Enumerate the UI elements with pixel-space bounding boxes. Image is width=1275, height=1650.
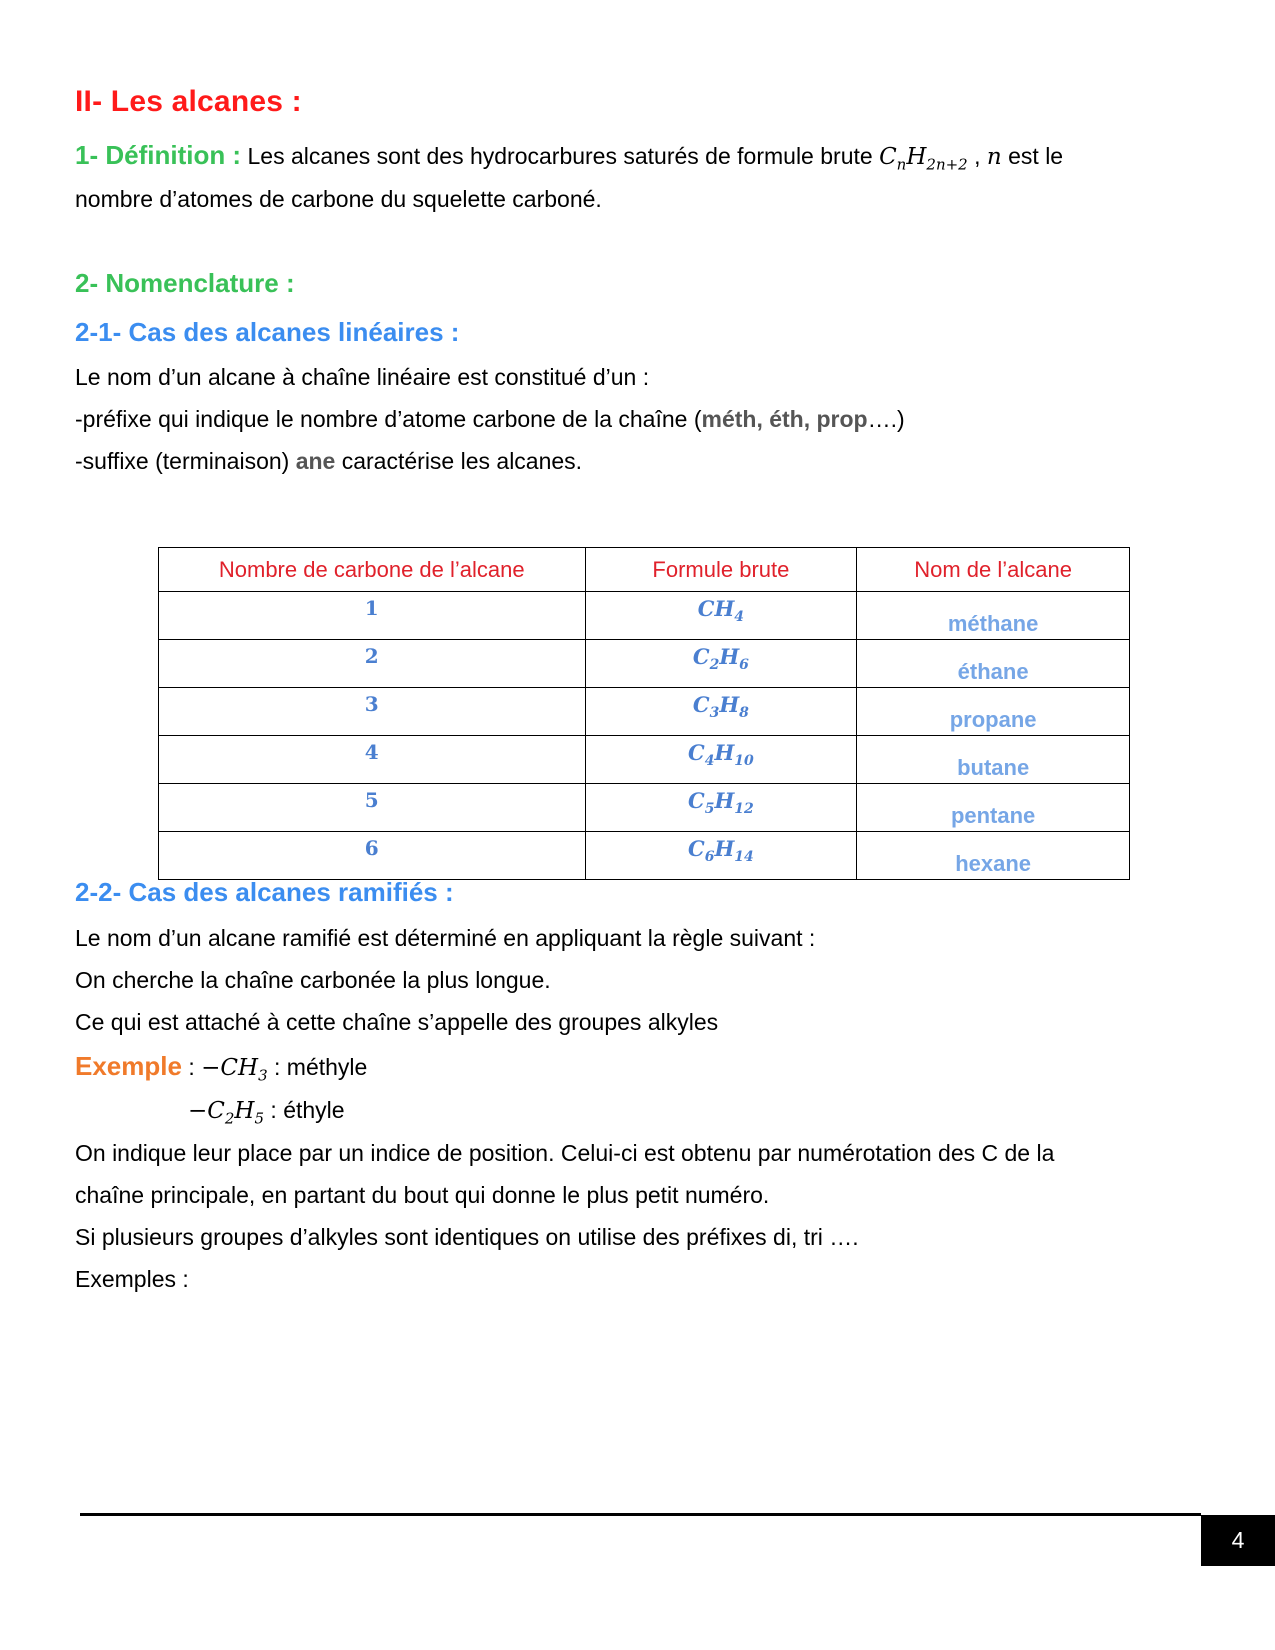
- methyl-formula: $-CH_3$: [201, 1055, 268, 1085]
- carbon-count: 6: [159, 832, 586, 880]
- header-name: Nom de l’alcane: [857, 548, 1130, 592]
- definition-line-1: [75, 140, 1063, 174]
- alkane-name: propane: [857, 688, 1130, 736]
- definition-comma: ,: [974, 143, 981, 169]
- alkane-name: butane: [857, 736, 1130, 784]
- branched-line-1: Le nom d’un alcane ramifié est déterminé en appliquant la règle suivant :: [75, 925, 816, 951]
- footer-divider: [80, 1513, 1201, 1516]
- alkanes-table: [158, 547, 1130, 880]
- suffix-ane: ane: [295, 448, 336, 474]
- section-title: II- Les alcanes :: [75, 85, 302, 118]
- definition-variable-n: n: [986, 144, 1002, 170]
- alkane-name: hexane: [857, 832, 1130, 880]
- alkane-name: pentane: [857, 784, 1130, 832]
- definition-text-3: est le: [1008, 143, 1064, 169]
- formula: $C_5H_{12}$: [585, 784, 857, 832]
- ethyl-formula: $-C_2H_5$: [188, 1098, 265, 1128]
- branched-line-3: Ce qui est attaché à cette chaîne s’appelle des groupes alkyles: [75, 1009, 719, 1035]
- nomenclature-heading: 2- Nomenclature :: [75, 268, 295, 298]
- formula: $CH_4$: [585, 592, 857, 640]
- branched-line-7: Exemples :: [75, 1266, 189, 1292]
- definition-formula: $C_nH_{2n+2}$: [879, 144, 968, 174]
- carbon-count: 1: [159, 592, 586, 640]
- formula: $C_2H_6$: [585, 640, 857, 688]
- carbon-count: 4: [159, 736, 586, 784]
- carbon-count: 2: [159, 640, 586, 688]
- table-row: [159, 640, 1130, 688]
- branched-line-5: chaîne principale, en partant du bout qui donne le plus petit numéro.: [75, 1182, 770, 1208]
- linear-line-3: -suffixe (terminaison) ane caractérise les alcanes.: [75, 448, 583, 474]
- formula: $C_3H_8$: [585, 688, 857, 736]
- formula: $C_6H_{14}$: [585, 832, 857, 880]
- table-row: [159, 784, 1130, 832]
- table-header-row: [159, 548, 1130, 592]
- page-number: 4: [1201, 1515, 1275, 1566]
- branched-line-2: On cherche la chaîne carbonée la plus longue.: [75, 967, 551, 993]
- branched-line-6: Si plusieurs groupes d’alkyles sont identiques on utilise des préfixes di, tri ….: [75, 1224, 859, 1250]
- prefix-examples: méth, éth, prop: [701, 406, 868, 432]
- example-line-1: Exemple : $-CH_3$ : méthyle: [75, 1051, 368, 1085]
- carbon-count: 3: [159, 688, 586, 736]
- alkane-name: méthane: [857, 592, 1130, 640]
- alkane-name: éthane: [857, 640, 1130, 688]
- branched-heading: 2-2- Cas des alcanes ramifiés :: [75, 877, 454, 907]
- table-row: [159, 736, 1130, 784]
- header-carbon-count: Nombre de carbone de l’alcane: [159, 548, 586, 592]
- linear-line-1: Le nom d’un alcane à chaîne linéaire est constitué d’un :: [75, 364, 650, 390]
- definition-text-1: Les alcanes sont des hydrocarbures saturés de formule brute: [247, 143, 873, 169]
- definition-line-2: nombre d’atomes de carbone du squelette carboné.: [75, 186, 602, 212]
- example-line-2: $-C_2H_5$ : éthyle: [188, 1097, 345, 1128]
- table-row: [159, 688, 1130, 736]
- table-row: [159, 832, 1130, 880]
- branched-line-4: On indique leur place par un indice de position. Celui-ci est obtenu par numérotation des C de la: [75, 1140, 1055, 1166]
- table-row: [159, 592, 1130, 640]
- header-formula: Formule brute: [585, 548, 857, 592]
- definition-heading: 1- Définition :: [75, 140, 242, 170]
- linear-line-2: -préfixe qui indique le nombre d’atome carbone de la chaîne (méth, éth, prop….): [75, 406, 905, 432]
- formula: $C_4H_{10}$: [585, 736, 857, 784]
- linear-heading: 2-1- Cas des alcanes linéaires :: [75, 317, 460, 347]
- carbon-count: 5: [159, 784, 586, 832]
- example-label: Exemple: [75, 1051, 182, 1081]
